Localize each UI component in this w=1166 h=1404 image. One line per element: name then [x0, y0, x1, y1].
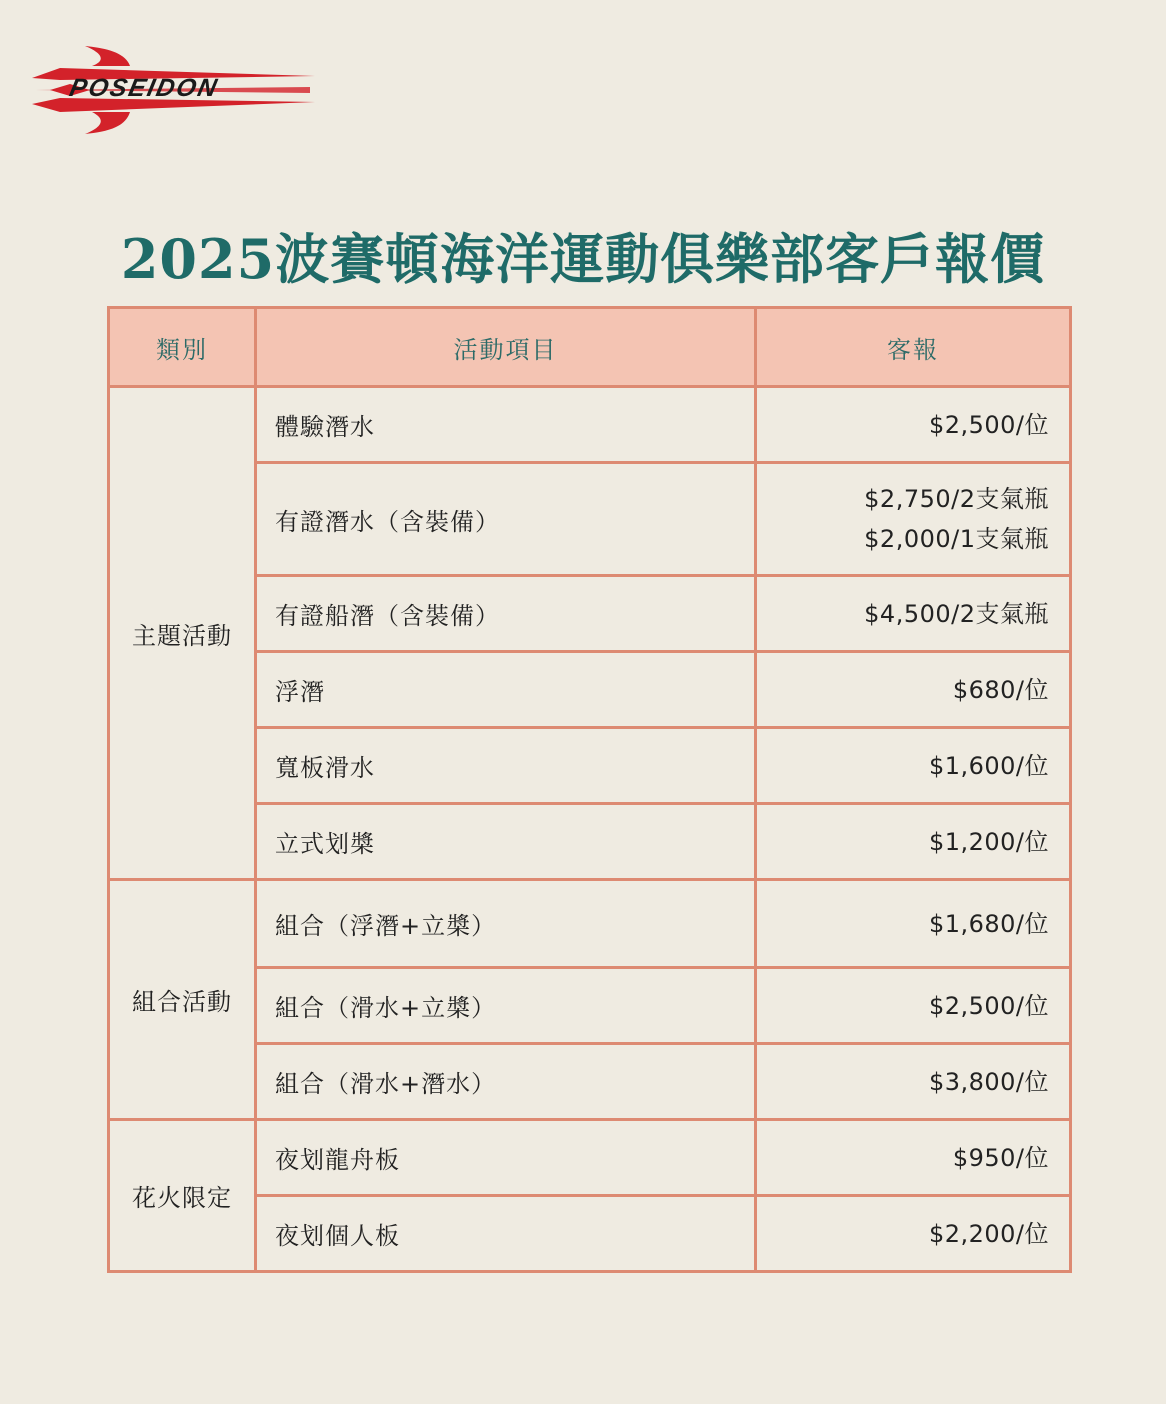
- table-row: [109, 880, 1071, 968]
- price-cell: [756, 387, 1071, 463]
- poseidon-logo: [30, 40, 320, 140]
- category-cell: 主題活動: [109, 387, 256, 880]
- price-cell: [756, 968, 1071, 1044]
- price-cell: [756, 576, 1071, 652]
- price-table: [107, 306, 1072, 1273]
- price-cell: [756, 463, 1071, 576]
- header-category: 類別: [109, 308, 256, 387]
- activity-cell: 夜划龍舟板: [256, 1120, 756, 1196]
- activity-cell: 立式划槳: [256, 804, 756, 880]
- price-cell: [756, 1196, 1071, 1272]
- header-price: 客報: [756, 308, 1071, 387]
- price-value: $1,200/位: [928, 827, 1049, 856]
- activity-cell: 浮潛: [256, 652, 756, 728]
- price-value: $1,680/位: [928, 909, 1049, 938]
- price-value: $2,200/位: [928, 1219, 1049, 1248]
- header-activity: 活動項目: [256, 308, 756, 387]
- page-title: 2025波賽頓海洋運動俱樂部客戶報價: [120, 227, 1046, 292]
- price-cell: [756, 804, 1071, 880]
- activity-cell: 組合（浮潛+立槳）: [256, 880, 756, 968]
- price-value: $2,750/2支氣瓶: [864, 485, 1049, 513]
- price-cell: [756, 880, 1071, 968]
- activity-cell: 寬板滑水: [256, 728, 756, 804]
- category-cell: 花火限定: [109, 1120, 256, 1272]
- price-value: $4,500/2支氣瓶: [864, 599, 1049, 628]
- activity-cell: 有證船潛（含裝備）: [256, 576, 756, 652]
- price-value: $3,800/位: [928, 1067, 1049, 1096]
- price-value: $1,600/位: [928, 751, 1049, 780]
- activity-cell: 組合（滑水+潛水）: [256, 1044, 756, 1120]
- price-value: $2,500/位: [928, 991, 1049, 1020]
- price-cell: [756, 1120, 1071, 1196]
- table-row: [109, 1120, 1071, 1196]
- activity-cell: 夜划個人板: [256, 1196, 756, 1272]
- category-cell: 組合活動: [109, 880, 256, 1120]
- price-value: $2,000/1支氣瓶: [864, 525, 1049, 553]
- price-cell: [756, 1044, 1071, 1120]
- table-header-row: [109, 308, 1071, 387]
- price-cell: [756, 728, 1071, 804]
- table-row: [109, 387, 1071, 463]
- price-value: $950/位: [952, 1143, 1049, 1172]
- price-value: $680/位: [952, 675, 1049, 704]
- price-value: $2,500/位: [928, 410, 1049, 439]
- activity-cell: 有證潛水（含裝備）: [256, 463, 756, 576]
- price-cell: [756, 652, 1071, 728]
- activity-cell: 組合（滑水+立槳）: [256, 968, 756, 1044]
- logo-wordmark: POSEIDON: [67, 74, 222, 102]
- activity-cell: 體驗潛水: [256, 387, 756, 463]
